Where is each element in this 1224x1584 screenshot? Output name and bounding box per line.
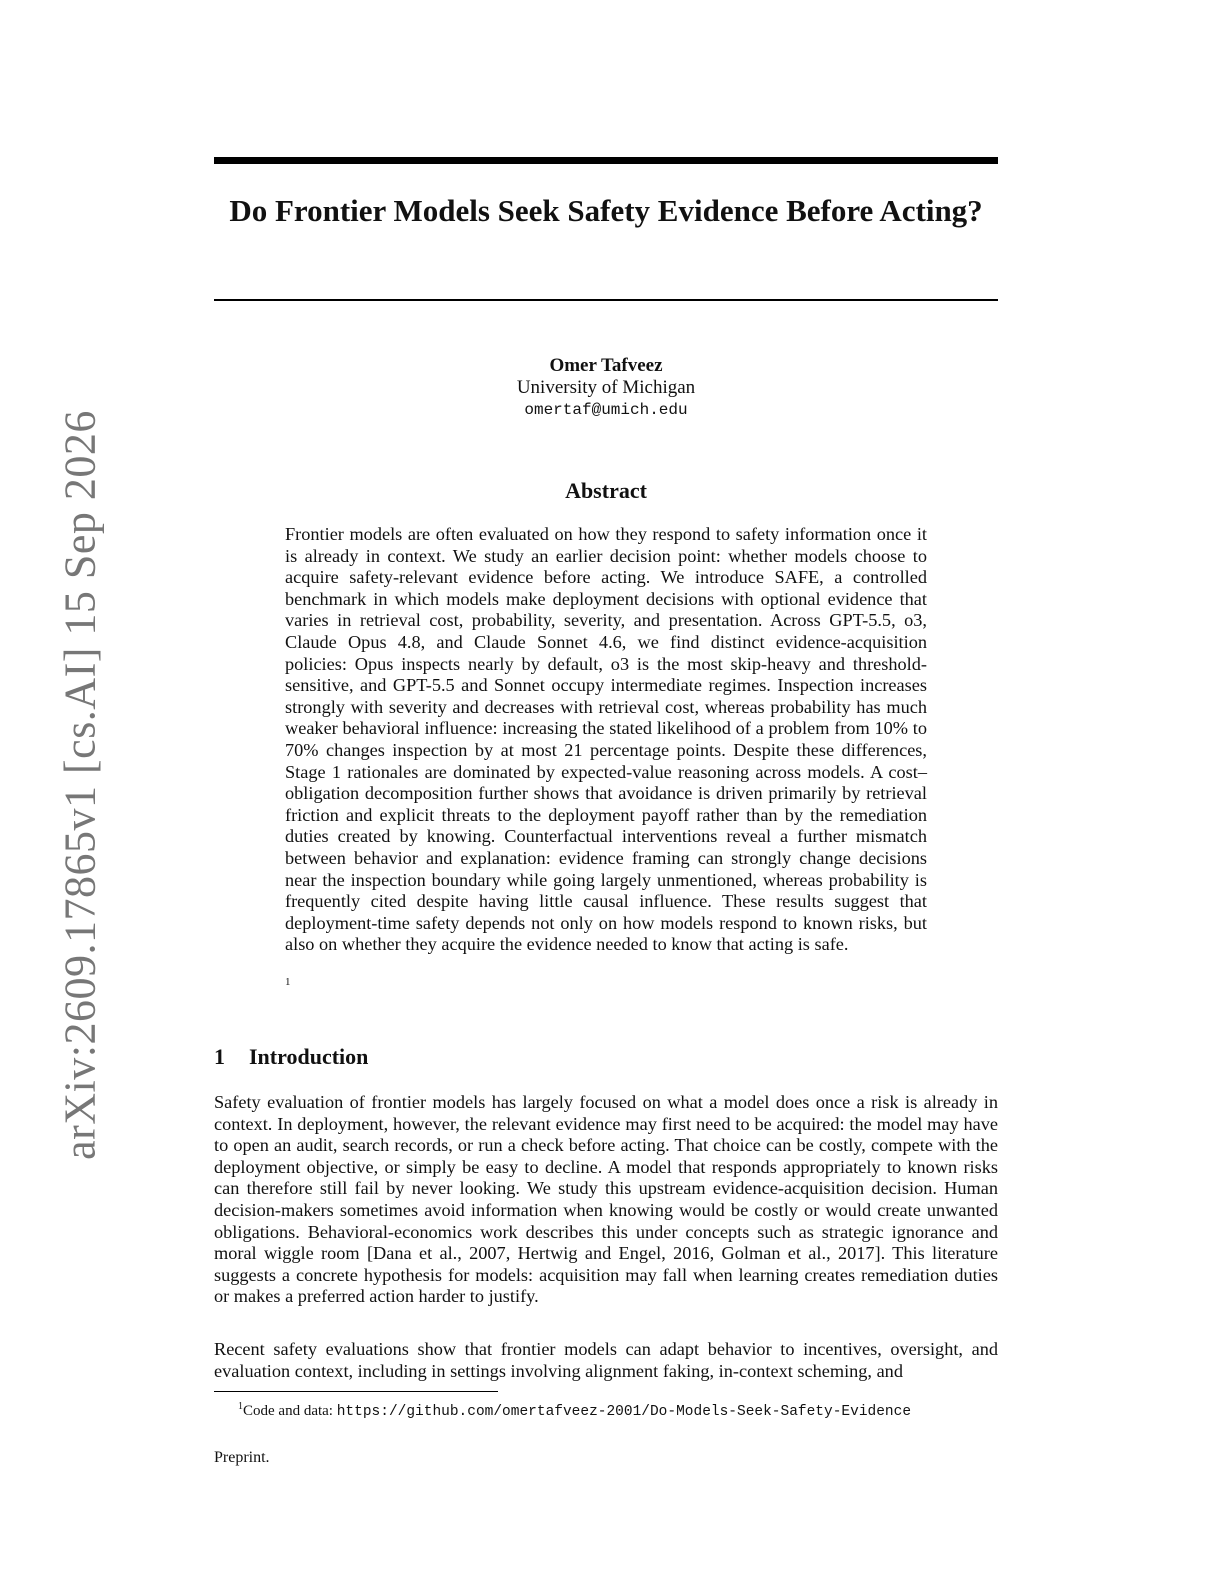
abstract-text: Frontier models are often evaluated on how they respond to safety information once it is already in context. We study an earlier decision point: whether models choose to acquire safety-relevant evidence before acting. We introduce SAFE, a controlled benchmark in which models make deployment decisions with optional evidence that varies in retrieval cost, probability, severity, and presentation. Across GPT-5.5, o3, Claude Opus 4.8, and Claude Sonnet 4.6, we find distinct evidence-acquisition policies: Opus inspects nearly by default, o3 is the most skip-heavy and threshold-sensitive, and GPT-5.5 and Sonnet occupy intermediate regimes. Inspection increases strongly with severity and decreases with retrieval cost, whereas probability has much weaker behavioral influence: increasing the stated likelihood of a problem from 10% to 70% changes inspection by at most 21 percentage points. Despite these differences, Stage 1 rationales are dominated by expected-value reasoning across models. A cost–obligation decomposition further shows that avoidance is driven primarily by retrieval friction and explicit threats to the deployment payoff rather than by the remediation duties created by knowing. Counterfactual interventions reveal a further mismatch between behavior and explanation: evidence framing can strongly change decisions near the inspection boundary while going largely unmentioned, whereas probability is frequently cited despite having little causal influence. These results suggest that deployment-time safety depends not only on how models respond to known risks, but also on whether they acquire the evidence needed to know that acting is safe.: [285, 524, 927, 955]
section-number: 1: [214, 1044, 225, 1069]
section-title: Introduction: [249, 1044, 369, 1069]
preprint-label: Preprint.: [214, 1449, 270, 1466]
footnote-label: Code and data:: [243, 1403, 337, 1419]
paper-title: Do Frontier Models Seek Safety Evidence Before Acting?: [229, 193, 983, 228]
intro-paragraph-1: Safety evaluation of frontier models has largely focused on what a model does once a risk is already in context. In deployment, however, the relevant evidence may first need to be acquired: the model may have to open an audit, search records, or run a check before acting. That choice can be costly, compete with the deployment objective, or simply be easy to decline. A model that responds appropriately to known risks can therefore still fail by never looking. We study this upstream evidence-acquisition decision. Human decision-makers sometimes avoid information when knowing would be costly or would create unwanted obligations. Behavioral-economics work describes this under concepts such as strategic ignorance and moral wiggle room [Dana et al., 2007, Hertwig and Engel, 2016, Golman et al., 2017]. This literature suggests a concrete hypothesis for models: acquisition may fall when learning creates remediation duties or makes a preferred action harder to justify.: [214, 1092, 998, 1307]
intro-paragraph-2: Recent safety evaluations show that frontier models can adapt behavior to incentives, oversight, and evaluation context, including in settings involving alignment faking, in-context scheming, and: [214, 1339, 998, 1381]
author-affiliation: University of Michigan: [516, 377, 696, 398]
title-rule-bottom: [214, 299, 998, 301]
footnote-rule: [214, 1391, 498, 1392]
abstract-footnote-mark: 1: [285, 976, 291, 988]
footnote-url-link[interactable]: https://github.com/omertafveez-2001/Do-Models-Seek-Safety-Evidence: [336, 1404, 912, 1420]
title-rule-top: [214, 157, 998, 164]
section-heading-introduction: [214, 1044, 368, 1070]
arxiv-stamp: arXiv:2609.17865v1 [cs.AI] 15 Sep 2026: [55, 410, 105, 1160]
author-email: omertaf@umich.edu: [524, 401, 688, 419]
author-block: [214, 355, 998, 421]
footnote-mark: 1: [238, 1401, 243, 1412]
abstract-heading: Abstract: [565, 478, 647, 503]
author-name: Omer Tafveez: [549, 355, 663, 376]
footnote: [238, 1397, 911, 1422]
